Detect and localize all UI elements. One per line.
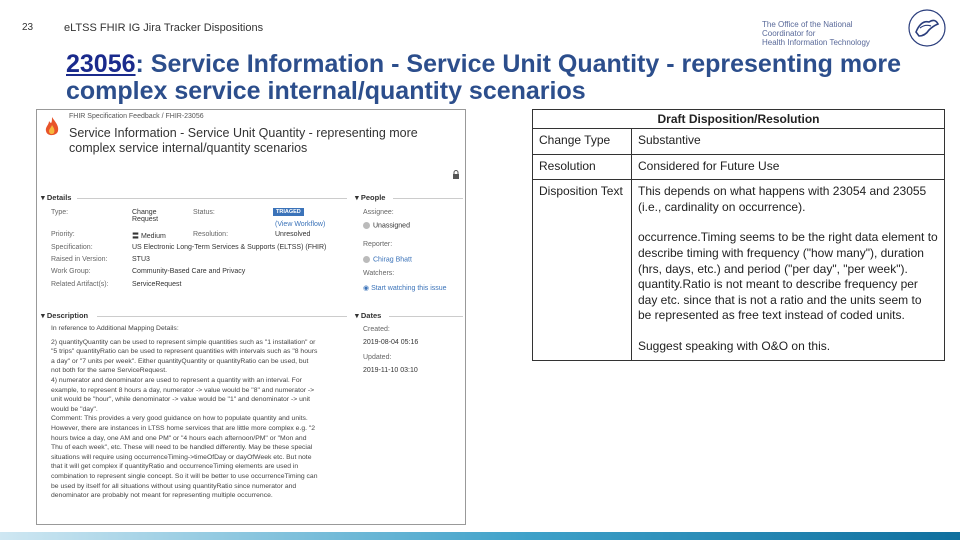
divider bbox=[97, 316, 347, 317]
assignee-label: Assignee: bbox=[363, 209, 394, 216]
specification-value: US Electronic Long-Term Services & Supports (ELTSS) (FHIR) bbox=[132, 244, 327, 251]
table-header-row bbox=[533, 110, 945, 129]
table-header: Draft Disposition/Resolution bbox=[533, 110, 945, 129]
people-heading[interactable]: ▾ People bbox=[355, 193, 386, 202]
description-line: a day" or "7 units per week". Either quantityQuantity or quantityRatio can be used, but bbox=[51, 357, 309, 365]
onc-logo-line: The Office of the National Coordinator for bbox=[762, 20, 853, 38]
footer-bar bbox=[0, 532, 960, 540]
priority-value bbox=[132, 231, 166, 241]
flame-icon bbox=[43, 116, 61, 138]
description-line: situations will require using occurrenceTiming->timeOfDay or dayOfWeek etc. But note bbox=[51, 453, 312, 461]
artifacts-label: Related Artifact(s): bbox=[51, 281, 109, 288]
priority-label: Priority: bbox=[51, 231, 75, 238]
page-title bbox=[66, 51, 946, 105]
type-value: Change Request bbox=[132, 209, 159, 223]
description-line: that it will get complex if quantityRatio and occurrenceTiming elements are used in bbox=[51, 463, 299, 471]
dates-heading-label: Dates bbox=[360, 311, 382, 320]
issue-title: Service Information - Service Unit Quantity - representing more complex service internal/quantity scenarios bbox=[69, 126, 418, 155]
watch-link-label: Start watching this issue bbox=[371, 285, 447, 292]
logo-area bbox=[762, 8, 952, 48]
description-body bbox=[51, 324, 347, 501]
hhs-eagle-icon bbox=[907, 8, 947, 48]
avatar bbox=[363, 256, 370, 263]
row-label: Change Type bbox=[533, 129, 632, 155]
artifacts-value: ServiceRequest bbox=[132, 281, 182, 288]
created-label: Created: bbox=[363, 326, 390, 333]
workgroup-value: Community-Based Care and Privacy bbox=[132, 268, 246, 275]
description-line: However, there are instances in LTSS home services that are little more complex e.g. "2 bbox=[51, 424, 316, 432]
details-heading-label: Details bbox=[46, 193, 72, 202]
updated-value: 2019-11-10 03:10 bbox=[363, 367, 418, 374]
jira-screenshot bbox=[36, 109, 466, 525]
resolution-value: Unresolved bbox=[275, 231, 311, 238]
row-value-text: Considered for Future Use bbox=[638, 158, 780, 173]
row-label: Resolution bbox=[533, 154, 632, 180]
row-value-text: Substantive bbox=[638, 133, 701, 147]
description-heading[interactable]: ▾ Description bbox=[41, 311, 89, 320]
disposition-table bbox=[532, 109, 945, 361]
row-value bbox=[632, 180, 945, 360]
description-line: 2) quantityQuantity can be used to represent simple quantities such as "1 installation" or bbox=[51, 338, 316, 346]
view-workflow-link[interactable]: (View Workflow) bbox=[275, 221, 326, 228]
description-line: 4) numerator and denominator are used to represent a quantity with an interval. For bbox=[51, 376, 302, 384]
description-line: denominator are probably not meant for representing multiple occurrence. bbox=[51, 492, 273, 500]
dates-heading[interactable]: ▾ Dates bbox=[355, 311, 382, 320]
breadcrumb[interactable]: FHIR Specification Feedback / FHIR-23056 bbox=[69, 113, 204, 120]
lock-icon bbox=[451, 170, 461, 180]
specification-label: Specification: bbox=[51, 244, 93, 251]
description-line: example, to represent 8 hours a day, numerator -> value would be "8" and numerator -> bbox=[51, 386, 315, 394]
eye-icon: ◉ bbox=[363, 285, 372, 292]
reporter-label: Reporter: bbox=[363, 241, 393, 248]
assignee-value bbox=[363, 222, 410, 229]
row-value bbox=[632, 154, 945, 180]
description-line: would be "day". bbox=[51, 405, 98, 413]
table-row bbox=[533, 129, 945, 155]
people-heading-label: People bbox=[360, 193, 386, 202]
created-value: 2019-08-04 05:16 bbox=[363, 339, 419, 346]
divider bbox=[389, 316, 463, 317]
description-line: Thu of each week", etc. These will need to be handled differently. May be these special bbox=[51, 444, 313, 452]
row-label: Disposition Text bbox=[533, 180, 632, 360]
row-value-text: This depends on what happens with 23054 and 23055 (i.e., cardinality on occurrence). bbox=[638, 184, 927, 214]
row-value-text: occurrence.Timing seems to be the right data element to describe timing with frequency ("how many"), duration (hrs, days, etc.) and period ("per day", "per week"). quantity.Ratio is not meant to describe frequency per day etc. since that is not a ratio and the units seem to be represented as free text instead of coded units. bbox=[638, 230, 938, 323]
table-row bbox=[533, 154, 945, 180]
description-line: "5 trips" quantityRatio can be used to represent quantities with intervals such as "8 hours bbox=[51, 348, 318, 356]
row-value bbox=[632, 129, 945, 155]
onc-logo bbox=[762, 20, 892, 47]
assignee-name: Unassigned bbox=[373, 222, 410, 230]
avatar bbox=[363, 222, 370, 229]
watch-link[interactable] bbox=[363, 284, 447, 292]
details-heading[interactable]: ▾ Details bbox=[41, 193, 72, 202]
onc-logo-line: Health Information Technology bbox=[762, 38, 870, 47]
priority-value-text: Medium bbox=[140, 233, 166, 240]
description-line: unit would be "hour", while denominator -> value would be "1" and denominator -> unit bbox=[51, 396, 311, 404]
description-line: combination to represent single concept. So it will be better to use occurrenceTiming can bbox=[51, 472, 318, 480]
reporter-name[interactable]: Chirag Bhatt bbox=[373, 256, 412, 264]
divider bbox=[393, 198, 463, 199]
slide-number: 23 bbox=[22, 22, 34, 33]
watchers-label: Watchers: bbox=[363, 270, 395, 277]
resolution-label: Resolution: bbox=[193, 231, 229, 238]
workgroup-label: Work Group: bbox=[51, 268, 91, 275]
status-badge: TRIAGED bbox=[273, 208, 304, 216]
priority-icon: 〓 bbox=[132, 233, 141, 240]
description-heading-label: Description bbox=[46, 311, 89, 320]
status-label: Status: bbox=[193, 209, 215, 216]
description-line: not both for the same ServiceRequest. bbox=[51, 367, 167, 375]
description-line: hours twice a day, one AM and one PM" or "4 hours each afternoon/PM" or "Mon and bbox=[51, 434, 307, 442]
type-label: Type: bbox=[51, 209, 69, 216]
row-value-text: Suggest speaking with O&O on this. bbox=[638, 338, 831, 353]
description-line: In reference to Additional Mapping Details: bbox=[51, 325, 179, 332]
description-line: Comment: This provides a very good guidance on how to populate quantity and units. bbox=[51, 415, 308, 423]
slide-header: eLTSS FHIR IG Jira Tracker Dispositions bbox=[64, 22, 264, 34]
divider bbox=[77, 198, 347, 199]
issue-link[interactable]: 23056 bbox=[66, 50, 136, 78]
reporter-value bbox=[363, 256, 412, 263]
raised-value: STU3 bbox=[132, 256, 150, 263]
title-text: : Service Information - Service Unit Quantity - representing more complex service internal/quantity scenarios bbox=[66, 50, 901, 105]
table-row bbox=[533, 180, 945, 360]
description-line: be used by itself for all situations without using quantityRatio since numerator and bbox=[51, 482, 297, 490]
raised-label: Raised in Version: bbox=[51, 256, 108, 263]
updated-label: Updated: bbox=[363, 354, 392, 361]
